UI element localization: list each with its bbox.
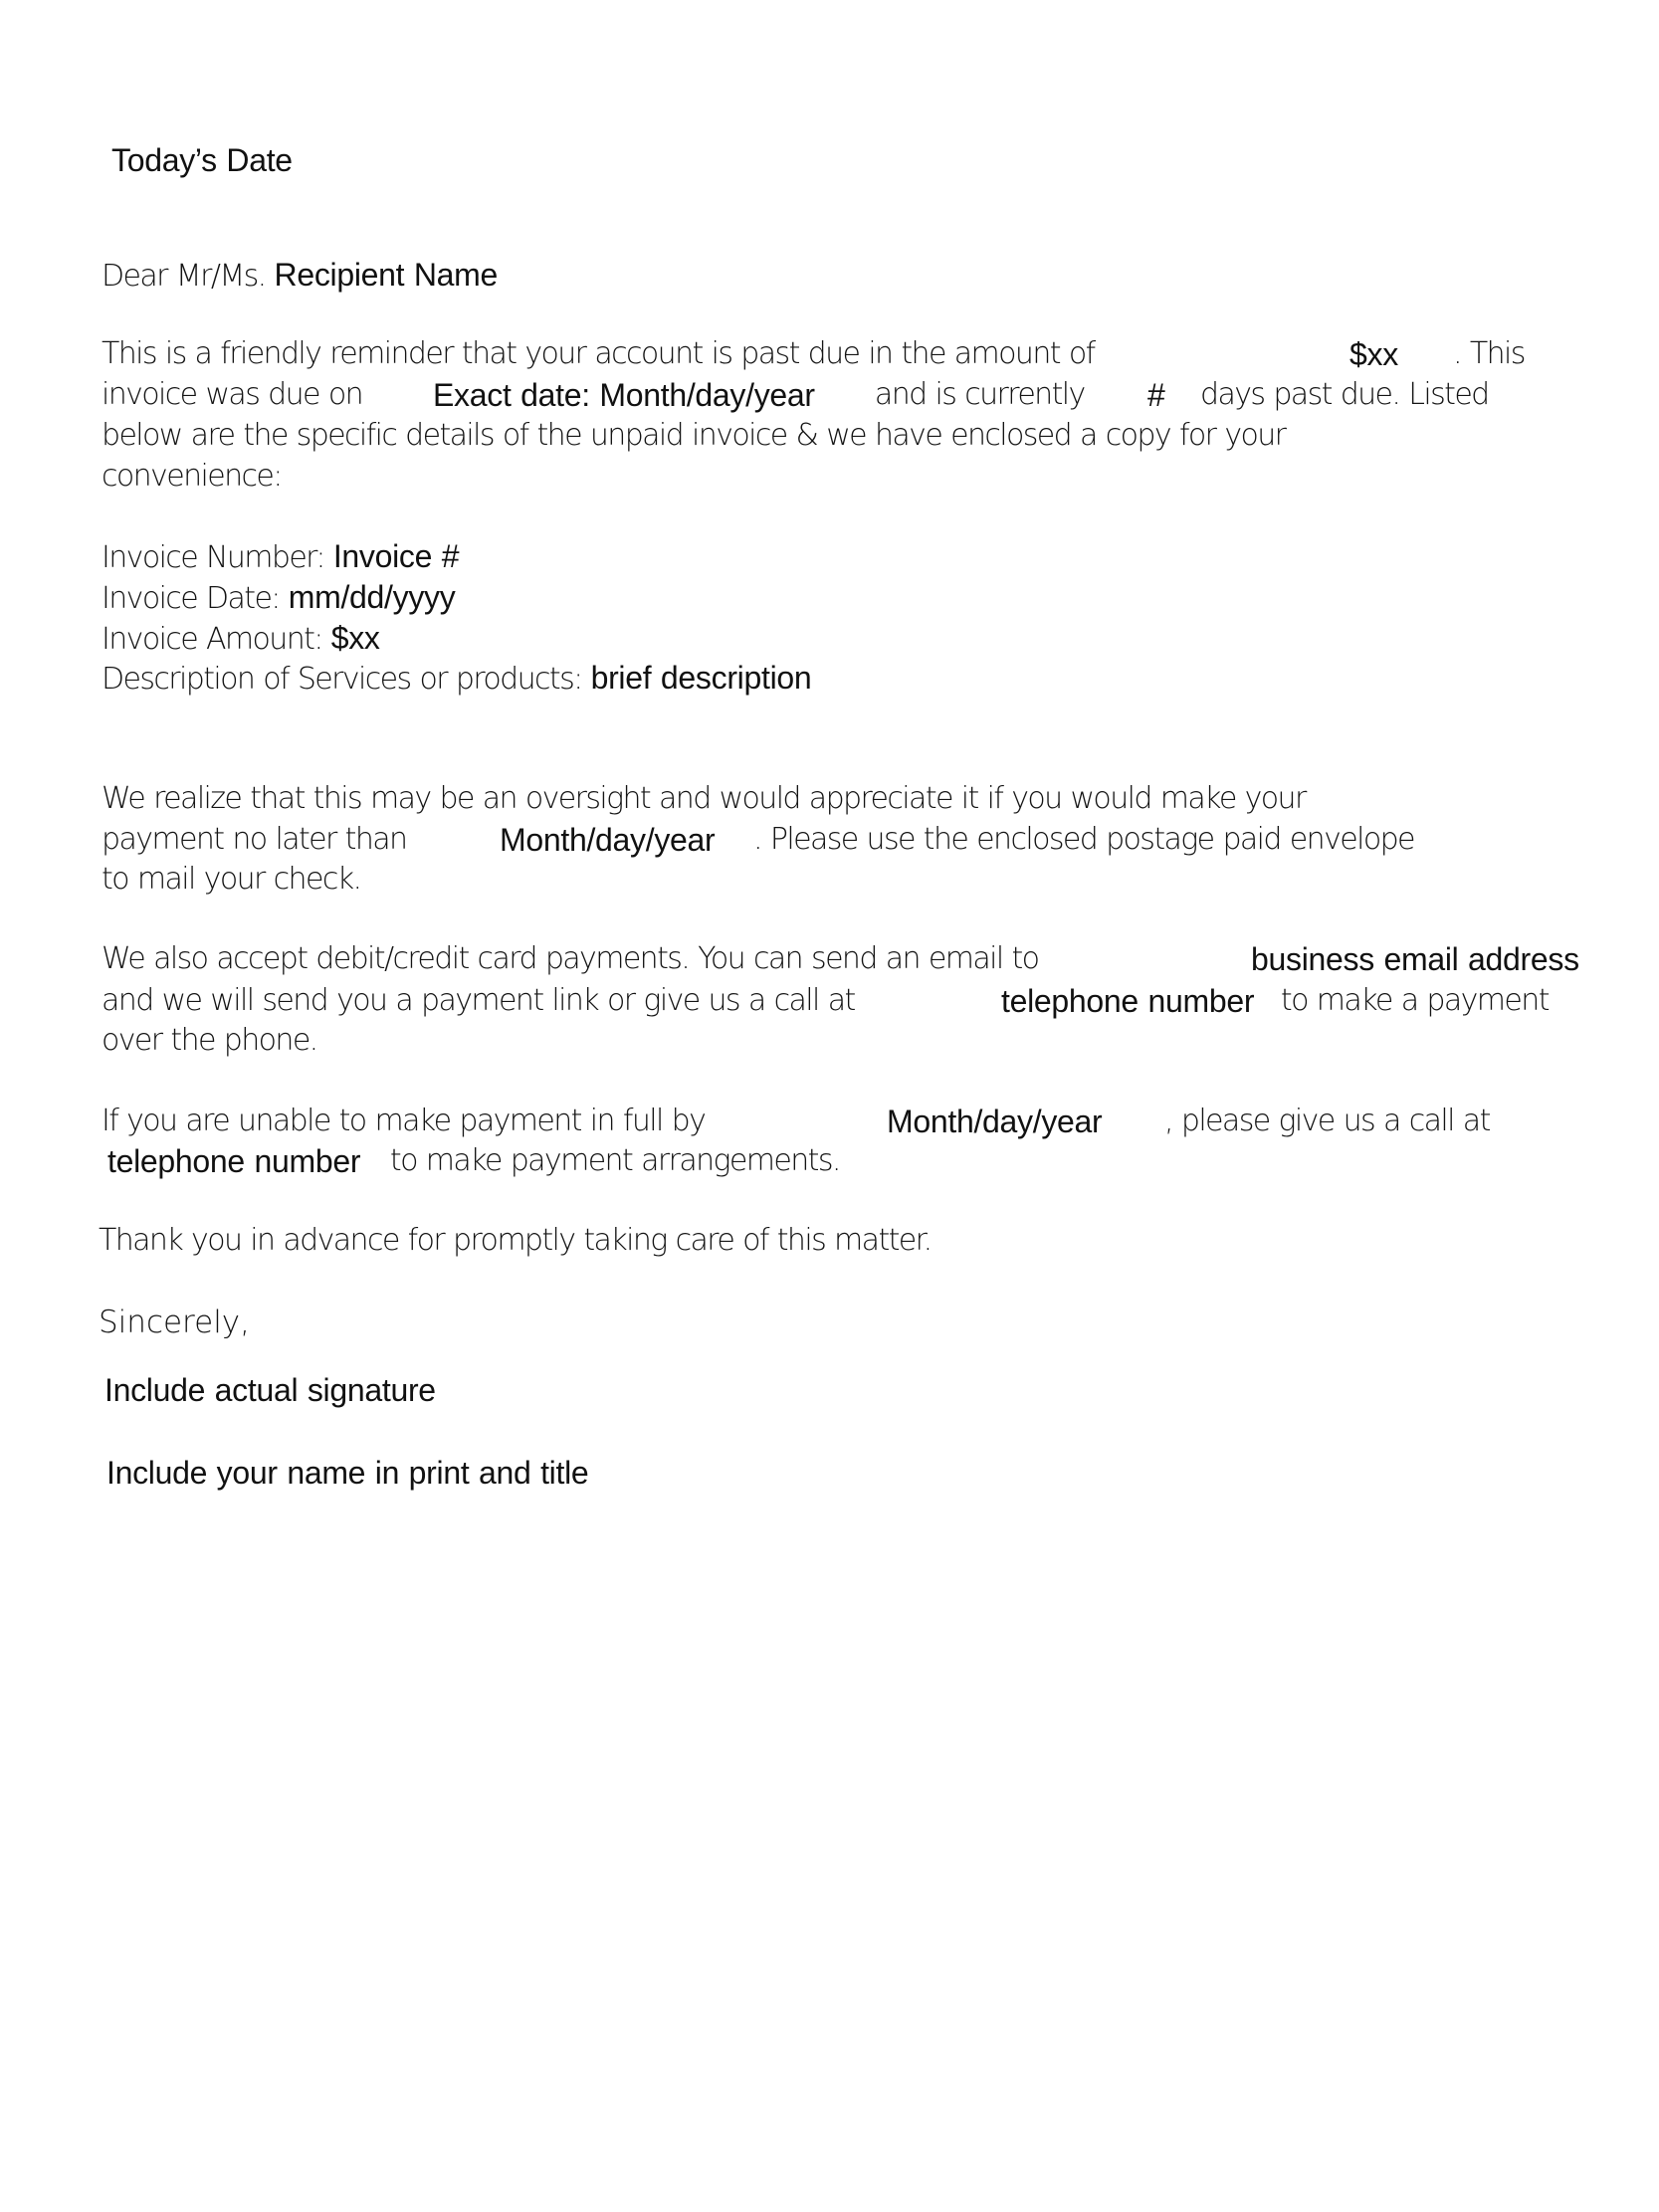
para3-line1-text: We also accept debit/credit card payments. You can send an email to [102,941,1048,976]
due-date-placeholder: Exact date: Month/day/year [433,377,815,413]
para1-line1 [102,334,1095,374]
invoice-number-row [102,536,459,578]
name-title-placeholder: Include your name in print and title [106,1455,589,1491]
days-placeholder: # [1147,377,1165,413]
para4-line1-start: If you are unable to make payment in full by [102,1104,706,1138]
para1-line4: convenience: [102,459,282,494]
invoice-number-value: Invoice # [332,538,460,574]
para2-line1: We realize that this may be an oversight and would appreciate it if you would make your [102,781,1306,816]
para2-line3: to mail your check. [102,862,361,897]
recipient-name-placeholder: Recipient Name [274,257,498,293]
salutation-prefix: Dear Mr/Ms. [102,259,275,294]
telephone-placeholder-1: telephone number [1001,983,1255,1019]
telephone-placeholder-2: telephone number [107,1143,361,1179]
para1-line3: below are the specific details of the unpaid invoice & we have enclosed a copy for your [102,418,1286,453]
para1-line1-text: This is a friendly reminder that your account is past due in the amount of [102,336,1095,371]
invoice-amount-value: $xx [330,620,380,656]
para2-line2-end: . Please use the enclosed postage paid envelope [753,822,1414,857]
invoice-amount-label: Invoice Amount: [102,622,331,657]
salutation [102,255,498,297]
invoice-number-label: Invoice Number: [102,540,333,575]
para1-line1-end: . This [1453,336,1525,371]
amount-placeholder: $xx [1349,336,1398,372]
closing-sincerely: Sincerely, [99,1305,251,1340]
para1-line2-start: invoice was due on [102,377,371,412]
para3-line1 [102,939,1047,979]
para1-line2-end: days past due. Listed [1200,377,1489,412]
description-value: brief description [590,660,812,696]
thank-you-line: Thank you in advance for promptly taking care of this matter. [99,1223,932,1258]
para2-line2-start: payment no later than [102,822,407,857]
para1-line2-mid: and is currently [866,377,1085,412]
description-label: Description of Services or products: [102,662,591,697]
signature-placeholder: Include actual signature [104,1372,436,1408]
description-row [102,658,811,700]
invoice-date-value: mm/dd/yyyy [288,579,456,615]
para3-line3: over the phone. [102,1023,317,1058]
full-pay-date-placeholder: Month/day/year [887,1104,1103,1139]
invoice-amount-row [102,618,380,660]
business-email-placeholder: business email address [1251,941,1579,977]
para3-line2-start: and we will send you a payment link or give us a call at [102,983,864,1018]
invoice-date-row [102,577,455,619]
pay-by-date-placeholder: Month/day/year [500,822,716,858]
invoice-date-label: Invoice Date: [102,581,289,616]
para4-line1-end: , please give us a call at [1164,1104,1490,1138]
para4-line2-end: to make payment arrangements. [381,1143,840,1178]
date-line: Today’s Date [111,142,293,178]
para3-line2-end: to make a payment [1272,983,1549,1018]
